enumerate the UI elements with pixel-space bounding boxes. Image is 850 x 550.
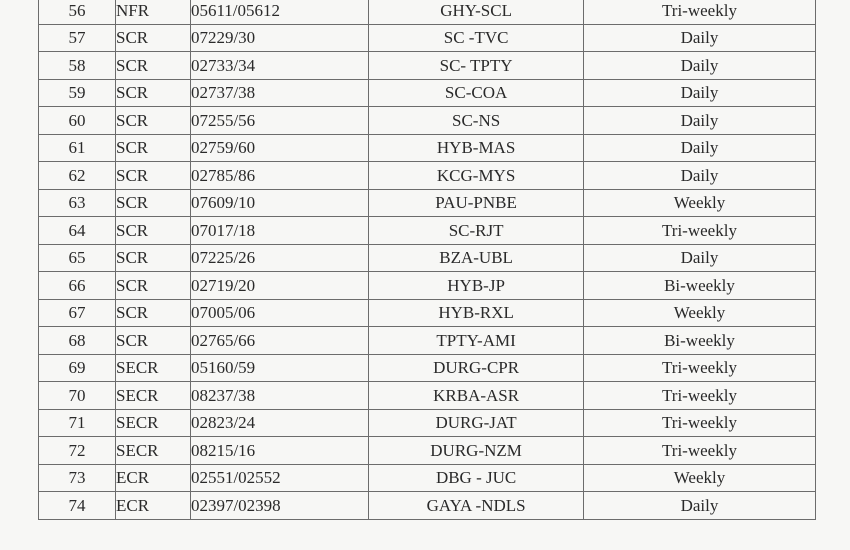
route-cell: PAU-PNBE <box>369 189 584 217</box>
train-number-cell: 07225/26 <box>190 244 368 272</box>
table-row <box>39 272 816 300</box>
serial-number-cell: 62 <box>39 162 116 190</box>
table-row <box>39 327 816 355</box>
table-row <box>39 409 816 437</box>
train-number-cell: 02765/66 <box>190 327 368 355</box>
railway-zone-cell: SCR <box>115 327 190 355</box>
railway-zone-cell: SCR <box>115 189 190 217</box>
train-number-cell: 02719/20 <box>190 272 368 300</box>
route-cell: SC- TPTY <box>369 52 584 80</box>
table-row <box>39 79 816 107</box>
serial-number-cell: 65 <box>39 244 116 272</box>
serial-number-cell: 73 <box>39 464 116 492</box>
frequency-cell: Tri-weekly <box>583 0 815 24</box>
route-cell: HYB-MAS <box>369 134 584 162</box>
train-number-cell: 02823/24 <box>190 409 368 437</box>
train-number-cell: 02397/02398 <box>190 492 368 520</box>
route-cell: HYB-JP <box>369 272 584 300</box>
train-number-cell: 05611/05612 <box>190 0 368 24</box>
table-row <box>39 464 816 492</box>
frequency-cell: Daily <box>583 492 815 520</box>
frequency-cell: Daily <box>583 162 815 190</box>
frequency-cell: Tri-weekly <box>583 437 815 465</box>
train-number-cell: 07229/30 <box>190 24 368 52</box>
frequency-cell: Weekly <box>583 299 815 327</box>
table-row <box>39 217 816 245</box>
railway-zone-cell: SECR <box>115 354 190 382</box>
railway-zone-cell: SCR <box>115 299 190 327</box>
table-row <box>39 24 816 52</box>
table-row <box>39 0 816 24</box>
route-cell: DURG-CPR <box>369 354 584 382</box>
serial-number-cell: 56 <box>39 0 116 24</box>
serial-number-cell: 59 <box>39 79 116 107</box>
railway-zone-cell: SCR <box>115 162 190 190</box>
frequency-cell: Tri-weekly <box>583 217 815 245</box>
route-cell: SC-NS <box>369 107 584 135</box>
frequency-cell: Daily <box>583 244 815 272</box>
table-row <box>39 382 816 410</box>
serial-number-cell: 58 <box>39 52 116 80</box>
train-number-cell: 07017/18 <box>190 217 368 245</box>
train-number-cell: 02551/02552 <box>190 464 368 492</box>
serial-number-cell: 64 <box>39 217 116 245</box>
route-cell: BZA-UBL <box>369 244 584 272</box>
railway-zone-cell: SCR <box>115 134 190 162</box>
frequency-cell: Bi-weekly <box>583 272 815 300</box>
table-row <box>39 162 816 190</box>
railway-zone-cell: SECR <box>115 382 190 410</box>
route-cell: TPTY-AMI <box>369 327 584 355</box>
table-row <box>39 52 816 80</box>
railway-zone-cell: SECR <box>115 409 190 437</box>
railway-zone-cell: ECR <box>115 464 190 492</box>
serial-number-cell: 69 <box>39 354 116 382</box>
route-cell: SC -TVC <box>369 24 584 52</box>
special-trains-table <box>38 0 816 520</box>
railway-zone-cell: SCR <box>115 272 190 300</box>
train-number-cell: 07005/06 <box>190 299 368 327</box>
table-row <box>39 244 816 272</box>
railway-zone-cell: SCR <box>115 79 190 107</box>
table-row <box>39 354 816 382</box>
serial-number-cell: 74 <box>39 492 116 520</box>
route-cell: HYB-RXL <box>369 299 584 327</box>
frequency-cell: Daily <box>583 79 815 107</box>
train-number-cell: 07609/10 <box>190 189 368 217</box>
table-row <box>39 134 816 162</box>
route-cell: SC-RJT <box>369 217 584 245</box>
train-number-cell: 05160/59 <box>190 354 368 382</box>
railway-zone-cell: SCR <box>115 24 190 52</box>
frequency-cell: Bi-weekly <box>583 327 815 355</box>
train-number-cell: 02733/34 <box>190 52 368 80</box>
route-cell: DURG-NZM <box>369 437 584 465</box>
railway-zone-cell: SCR <box>115 244 190 272</box>
serial-number-cell: 63 <box>39 189 116 217</box>
train-number-cell: 08215/16 <box>190 437 368 465</box>
serial-number-cell: 60 <box>39 107 116 135</box>
frequency-cell: Tri-weekly <box>583 354 815 382</box>
train-number-cell: 07255/56 <box>190 107 368 135</box>
table-row <box>39 189 816 217</box>
serial-number-cell: 71 <box>39 409 116 437</box>
railway-zone-cell: SECR <box>115 437 190 465</box>
table-row <box>39 107 816 135</box>
serial-number-cell: 68 <box>39 327 116 355</box>
frequency-cell: Daily <box>583 52 815 80</box>
route-cell: DURG-JAT <box>369 409 584 437</box>
serial-number-cell: 66 <box>39 272 116 300</box>
train-number-cell: 02737/38 <box>190 79 368 107</box>
frequency-cell: Daily <box>583 24 815 52</box>
route-cell: GHY-SCL <box>369 0 584 24</box>
serial-number-cell: 61 <box>39 134 116 162</box>
serial-number-cell: 70 <box>39 382 116 410</box>
railway-zone-cell: SCR <box>115 217 190 245</box>
table-row <box>39 492 816 520</box>
frequency-cell: Weekly <box>583 189 815 217</box>
route-cell: DBG - JUC <box>369 464 584 492</box>
route-cell: KCG-MYS <box>369 162 584 190</box>
serial-number-cell: 67 <box>39 299 116 327</box>
railway-zone-cell: NFR <box>115 0 190 24</box>
train-number-cell: 02785/86 <box>190 162 368 190</box>
frequency-cell: Tri-weekly <box>583 382 815 410</box>
serial-number-cell: 57 <box>39 24 116 52</box>
frequency-cell: Weekly <box>583 464 815 492</box>
route-cell: SC-COA <box>369 79 584 107</box>
railway-zone-cell: ECR <box>115 492 190 520</box>
frequency-cell: Daily <box>583 134 815 162</box>
table-body <box>39 0 816 519</box>
route-cell: KRBA-ASR <box>369 382 584 410</box>
train-number-cell: 02759/60 <box>190 134 368 162</box>
train-number-cell: 08237/38 <box>190 382 368 410</box>
frequency-cell: Tri-weekly <box>583 409 815 437</box>
frequency-cell: Daily <box>583 107 815 135</box>
route-cell: GAYA -NDLS <box>369 492 584 520</box>
railway-zone-cell: SCR <box>115 52 190 80</box>
serial-number-cell: 72 <box>39 437 116 465</box>
table-row <box>39 437 816 465</box>
railway-zone-cell: SCR <box>115 107 190 135</box>
table-row <box>39 299 816 327</box>
